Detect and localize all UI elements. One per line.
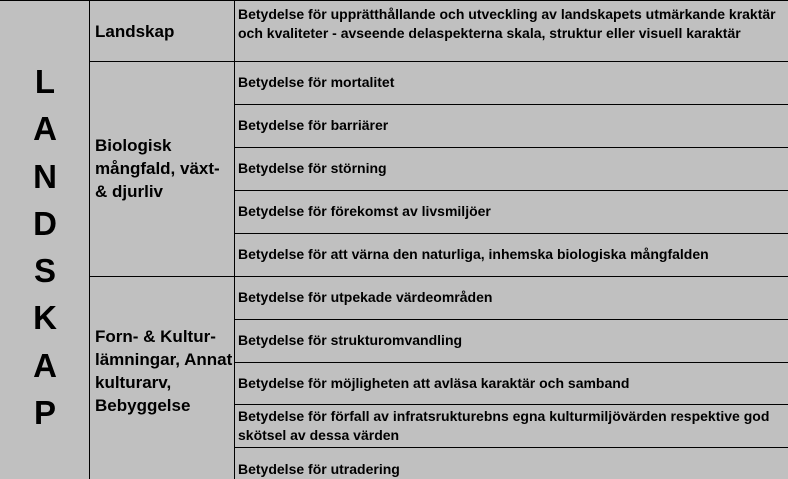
criterion-text: Betydelse för barriärer xyxy=(238,117,389,133)
criterion-text: Betydelse för störning xyxy=(238,160,387,176)
vertical-title-letter: L xyxy=(34,63,56,100)
vertical-title-letter: N xyxy=(33,157,57,195)
criterion-text: Betydelse för möjligheten att avläsa karaktär och samband xyxy=(238,375,630,391)
criterion-row xyxy=(235,148,788,191)
vertical-title-column xyxy=(0,0,90,479)
section-label-text: Landskap xyxy=(95,22,175,41)
criterion-row xyxy=(235,448,788,479)
criterion-text: Betydelse för utradering xyxy=(238,461,400,477)
criterion-row xyxy=(235,1,788,62)
vertical-title-letter: D xyxy=(33,204,57,242)
criterion-row xyxy=(235,234,788,277)
vertical-title-letter: A xyxy=(33,110,57,148)
vertical-title-letter: A xyxy=(33,346,57,384)
section-label-text: Biologisk mångfald, växt- & djurliv xyxy=(95,136,220,201)
section-label-kulturarv xyxy=(90,277,235,479)
criterion-row xyxy=(235,62,788,105)
criterion-text: Betydelse för att värna den naturliga, inhemska biologiska mångfalden xyxy=(238,246,709,262)
vertical-title-letter: P xyxy=(33,394,56,432)
criterion-row xyxy=(235,363,788,405)
criterion-row xyxy=(235,320,788,363)
criterion-row xyxy=(235,191,788,234)
criterion-text: Betydelse för upprätthållande och utveckling av landskapets utmärkande kraktär och kvaliteter - avseende delaspekterna skala, struktur eller visuell karaktär xyxy=(238,6,776,41)
vertical-title xyxy=(0,58,90,436)
vertical-title-letter: S xyxy=(33,252,56,290)
criterion-text: Betydelse för förfall av infratsrukturebns egna kulturmiljövärden respektive god skötsel av dessa värden xyxy=(238,408,770,443)
criterion-row xyxy=(235,105,788,148)
criterion-text: Betydelse för mortalitet xyxy=(238,74,395,90)
criterion-row xyxy=(235,277,788,320)
section-label-biologisk-mangfald xyxy=(90,62,235,277)
vertical-title-letter: K xyxy=(33,299,57,337)
section-label-text: Forn- & Kultur-lämningar, Annat kulturarv, Bebyggelse xyxy=(95,327,233,415)
section-label-landskap xyxy=(90,1,235,62)
criterion-text: Betydelse för förekomst av livsmiljöer xyxy=(238,203,491,219)
criterion-text: Betydelse för strukturomvandling xyxy=(238,332,463,348)
criterion-text: Betydelse för utpekade värdeområden xyxy=(238,289,493,305)
criterion-row xyxy=(235,405,788,448)
